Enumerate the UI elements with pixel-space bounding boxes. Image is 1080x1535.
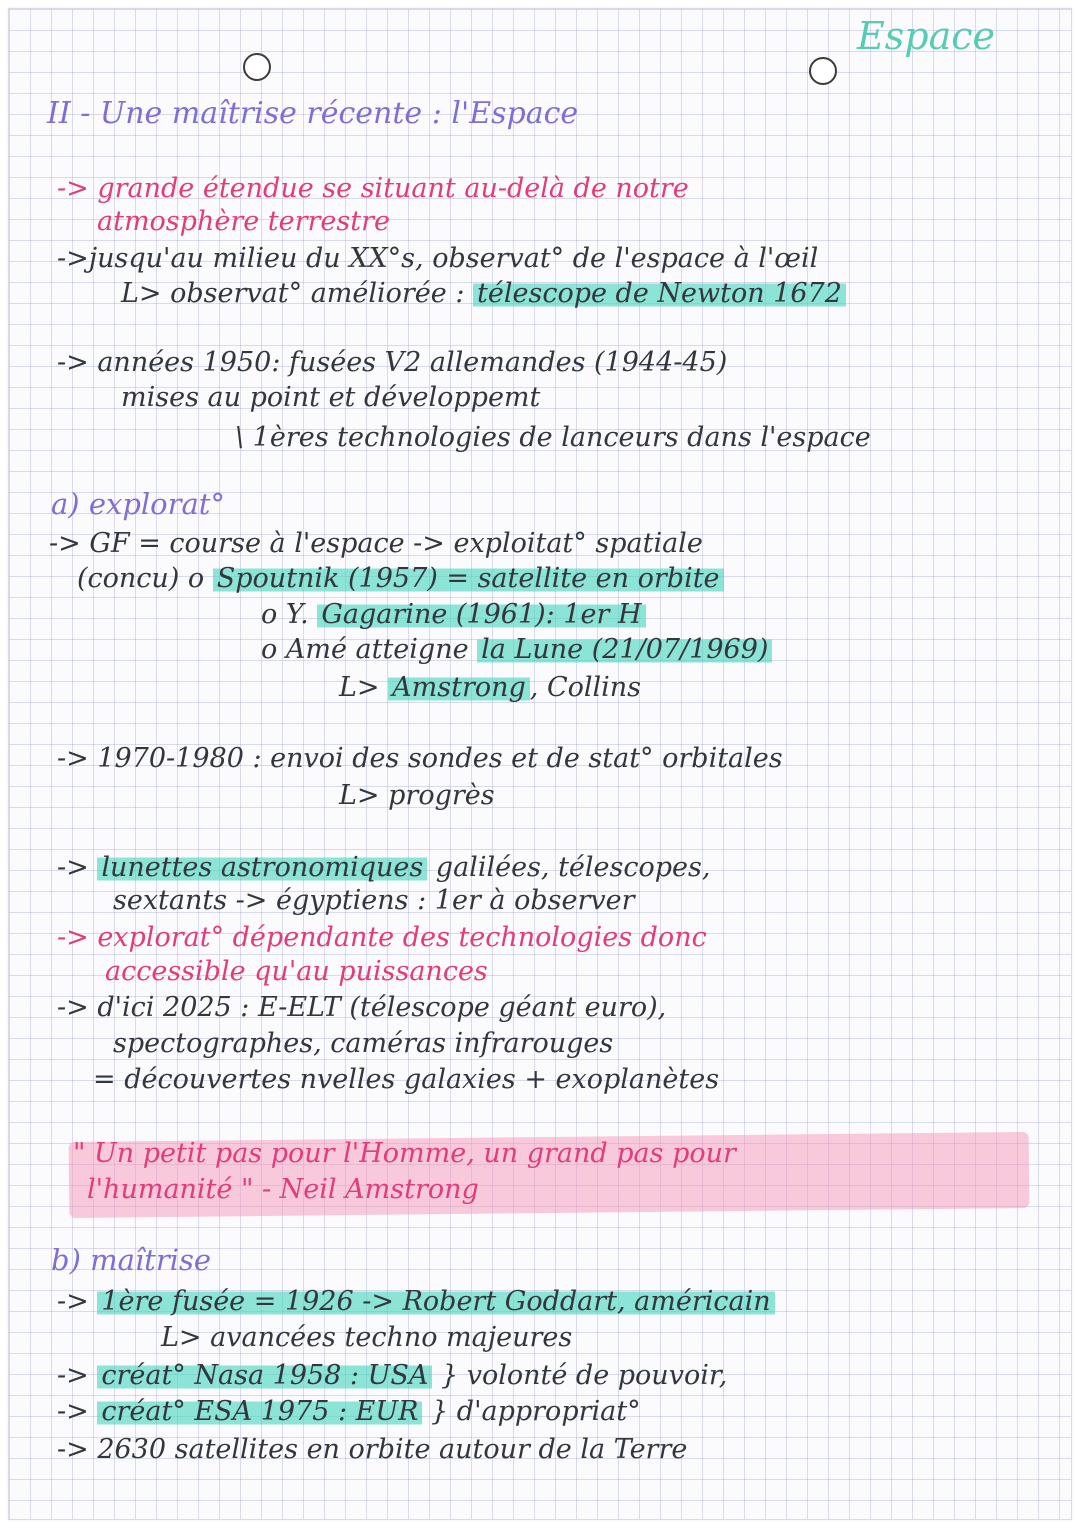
- intro-line-3: ->jusqu'au milieu du XX°s, observat° de l'espace à l'œil: [57, 243, 819, 274]
- intro-line-4: [121, 277, 846, 311]
- section-a-line-12: -> d'ici 2025 : E-ELT (télescope géant euro),: [57, 992, 667, 1023]
- section-b-line-3-prefix: ->: [57, 1360, 98, 1391]
- section-b-line-3: [57, 1359, 727, 1393]
- intro-line-5: -> années 1950: fusées V2 allemandes (1944-45): [57, 347, 728, 378]
- section-b-line-1-prefix: ->: [57, 1286, 98, 1317]
- intro-line-2: atmosphère terrestre: [97, 206, 390, 237]
- page-title: II - Une maîtrise récente : l'Espace: [47, 96, 579, 131]
- section-b-line-1: [57, 1285, 775, 1319]
- highlight-esa: créat° ESA 1975 : EUR: [97, 1396, 422, 1427]
- highlight-amstrong: Amstrong: [388, 672, 530, 703]
- page-header-subject: Espace: [857, 14, 995, 58]
- section-a-line-13: spectographes, caméras infrarouges: [113, 1028, 614, 1059]
- section-b-line-5: -> 2630 satellites en orbite autour de la Terre: [57, 1434, 688, 1465]
- intro-line-6: mises au point et développemt: [121, 382, 541, 413]
- section-b-heading: b) maîtrise: [51, 1243, 211, 1277]
- section-a-line-6: -> 1970-1980 : envoi des sondes et de stat° orbitales: [57, 743, 783, 774]
- binder-hole-left: [243, 53, 271, 81]
- section-b-line-3-suffix: } volonté de pouvoir,: [432, 1360, 728, 1391]
- quote-line-2: l'humanité " - Neil Amstrong: [87, 1174, 479, 1205]
- highlight-goddart: 1ère fusée = 1926 -> Robert Goddart, américain: [97, 1286, 774, 1317]
- section-a-line-2: [77, 562, 724, 596]
- intro-line-4-prefix: L> observat° améliorée :: [121, 278, 474, 309]
- highlight-gagarine: Gagarine (1961): 1er H: [317, 599, 645, 630]
- section-a-line-8: [57, 851, 710, 885]
- section-b-line-4-suffix: } d'appropriat°: [422, 1396, 641, 1427]
- section-a-line-11: accessible qu'au puissances: [105, 956, 488, 987]
- section-a-line-1: -> GF = course à l'espace -> exploitat° spatiale: [49, 528, 703, 559]
- highlight-nasa: créat° Nasa 1958 : USA: [97, 1360, 432, 1391]
- binder-hole-right: [809, 57, 837, 85]
- section-b-line-4-prefix: ->: [57, 1396, 98, 1427]
- notebook-page: [8, 8, 1072, 1520]
- section-a-line-5-prefix: L>: [339, 672, 389, 703]
- section-a-line-3: [261, 598, 646, 632]
- quote-line-1: " Un petit pas pour l'Homme, un grand pas pour: [73, 1138, 736, 1169]
- section-a-line-8-suffix: galilées, télescopes,: [427, 852, 711, 883]
- section-b-line-4: [57, 1395, 641, 1429]
- section-a-line-8-prefix: ->: [57, 852, 98, 883]
- section-a-line-3-prefix: o Y.: [261, 599, 318, 630]
- intro-line-1: -> grande étendue se situant au-delà de notre: [57, 173, 689, 204]
- intro-line-7: \ 1ères technologies de lanceurs dans l'espace: [235, 422, 871, 453]
- section-a-line-7: L> progrès: [339, 780, 495, 811]
- section-a-line-4-prefix: o Amé atteigne: [261, 634, 478, 665]
- section-a-line-14: = découvertes nvelles galaxies + exoplanètes: [93, 1064, 720, 1095]
- highlight-spoutnik: Spoutnik (1957) = satellite en orbite: [213, 563, 724, 594]
- section-a-heading: a) explorat°: [51, 487, 225, 521]
- section-a-line-5: [339, 671, 641, 705]
- section-a-line-4: [261, 633, 772, 667]
- highlight-lunettes: lunettes astronomiques: [97, 852, 427, 883]
- section-a-line-9: sextants -> égyptiens : 1er à observer: [113, 885, 635, 916]
- highlight-lune: la Lune (21/07/1969): [477, 634, 772, 665]
- section-a-line-10: -> explorat° dépendante des technologies donc: [57, 922, 707, 953]
- section-a-line-2-prefix: (concu) o: [77, 563, 213, 594]
- section-a-line-5-suffix: , Collins: [529, 672, 642, 703]
- highlight-newton: télescope de Newton 1672: [473, 278, 846, 309]
- section-b-line-2: L> avancées techno majeures: [161, 1322, 573, 1353]
